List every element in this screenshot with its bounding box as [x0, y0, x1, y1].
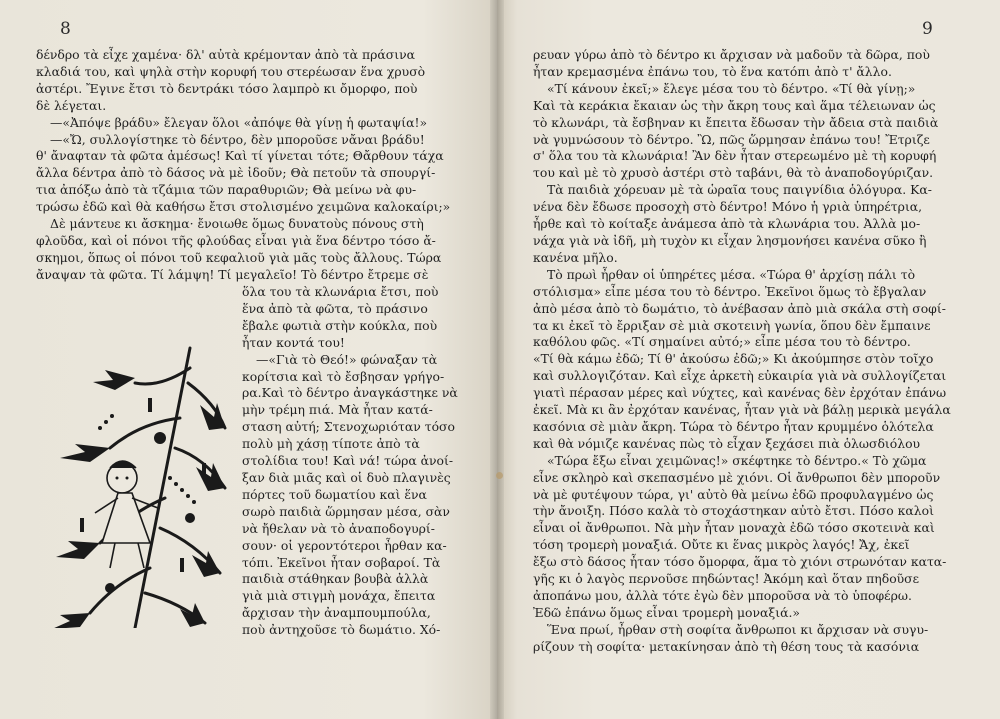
- text-line: ἔβαλε φωτιὰ στὴν κούκλα, ποὺ: [242, 317, 438, 333]
- text-line: νὰ ἤθελαν νὰ τὸ ἀναποδογυρί-: [242, 520, 435, 536]
- text-line: ἀποπάνω μου, ἀλλὰ τότε ἐγὼ δὲν μποροῦσα νὰ τὸ ὑποφέρω.: [533, 588, 912, 603]
- book-gutter: [490, 0, 504, 719]
- text-line: νένα δὲν ἔδωσε προσοχὴ στὸ δέντρο! Μόνο ἡ γριὰ ὑπηρέτρια,: [533, 199, 923, 215]
- paper-spot: [496, 472, 503, 479]
- text-line: ρίζουν τὴ σοφίτα· μετακίνησαν ἀπὸ τὴ θέση τους τὰ κασόνια: [533, 638, 920, 654]
- text-line: φλοῦδα, καὶ οἱ πόνοι τῆς φλούδας εἶναι γιὰ ἕνα δέντρο τόσο ἄ-: [36, 232, 436, 248]
- text-line: σταση αὐτή; Στενοχωριόταν τόσο: [242, 419, 455, 435]
- text-line: εἶνε σκληρὸ καὶ σκεπασμένο μὲ χιόνι. Οἱ ἄνθρωποι δὲν μποροῦν: [533, 469, 941, 485]
- text-line: ἐκεῖ. Μὰ κι ἂν ἐρχόταν κανένας, ἦταν γιὰ νὰ βάλῃ μερικὰ μεγάλα: [533, 402, 951, 418]
- text-line: γῆς κι ὁ λαγὸς περνοῦσε πηδώντας! Ἀκόμη καὶ ὅταν πηδοῦσε: [533, 571, 920, 587]
- text-line: Τὰ παιδιὰ χόρευαν μὲ τὰ ὡραῖα τους παιγνίδια ὁλόγυρα. Κα-: [547, 182, 932, 198]
- text-line: ἦταν κρεμασμένα ἐπάνω του, τὸ ἕνα κατόπι ἀπὸ τ' ἄλλο.: [533, 63, 892, 79]
- text-line: ξαν διὰ μιᾶς καὶ οἱ δυὸ πλαγινὲς: [242, 469, 451, 485]
- page-number-left: 8: [60, 19, 71, 39]
- text-line: Ἕνα πρωί, ἦρθαν στὴ σοφίτα ἄνθρωποι κι ἄρχισαν νὰ συγυ-: [547, 621, 929, 637]
- left-text-column: [242, 284, 467, 639]
- text-line: νάχα γιὰ νὰ ἰδῆ, μὴ τυχὸν κι εἶχαν λησμονήσει κανένα σῦκο ἢ: [533, 232, 927, 248]
- text-line: Ἐδῶ ἐπάνω ὅμως εἶναι τρομερὴ μοναξιά.»: [533, 604, 800, 620]
- text-line: παιδιὰ στάθηκαν βουβὰ ἀλλὰ: [242, 571, 429, 587]
- text-line: γιὰ μιὰ στιγμὴ μονάχα, ἔπειτα: [242, 588, 436, 604]
- text-line: καὶ συλλογιζόταν. Καὶ εἶχε ἀρκετὴ εὐκαιρία γιὰ νὰ συλλογίζεται: [533, 368, 947, 384]
- text-line: στολίδια του! Καὶ νά! τώρα ἀνοί-: [242, 453, 454, 469]
- text-line: θ' ἄναφταν τὰ φῶτα ἀμέσως! Καὶ τί γίνεται τότε; Θἄρθουν τάχα: [36, 148, 444, 164]
- right-page: [497, 0, 1000, 719]
- text-line: γιατὶ πέρασαν μέρες καὶ νύχτες, καὶ κανένας δὲν ἐρχόταν ἐπάνω: [533, 385, 947, 401]
- text-line: Τὸ πρωὶ ἦρθαν οἱ ὑπηρέτες μέσα. «Τώρα θ' ἀρχίσῃ πάλι τὸ: [547, 266, 916, 282]
- text-line: ἦταν κοντά του!: [242, 334, 345, 350]
- text-line: τόση τρομερὴ μοναξιά. Οὔτε κι ἕνας μικρὸς λαγός! Ἄχ, ἐκεῖ: [533, 537, 910, 553]
- left-text-full: [36, 47, 466, 284]
- text-line: ἄναψαν τὰ φῶτα. Τί λάμψη! Τί μεγαλεῖο! Τὸ δέντρο ἔτρεμε σὲ: [36, 266, 429, 282]
- text-line: ἀπὸ μέσα ἀπὸ τὸ δωμάτιο, τὸ ἀνέβασαν ἀπὸ μιὰ σκάλα στὴ σοφί-: [533, 300, 946, 316]
- text-line: τόπι. Ἐκεῖνοι ἦταν σοβαροί. Τὰ: [242, 554, 441, 570]
- text-line: ρευαν γύρω ἀπὸ τὸ δέντρο κι ἄρχισαν νὰ μαδοῦν τὰ δῶρα, ποὺ: [533, 47, 930, 62]
- text-line: μὴν τρέμη πιά. Μὰ ἦταν κατά-: [242, 402, 433, 418]
- text-line: στόλισμα» εἶπε μέσα του τὸ δέντρο. Ἐκεῖνοι ὅμως τὸ ἔβγαλαν: [533, 283, 927, 299]
- text-line: ἕνα ἀπὸ τὰ φῶτα, τὸ πράσινο: [242, 300, 428, 316]
- text-line: τὸ κλωνάρι, τὰ ἔσβηναν κι ἔπειτα ἔδωσαν τὴν ἄδεια στὰ παιδιὰ: [533, 114, 939, 130]
- text-line: σωρὸ παιδιὰ ὥρμησαν μέσα, σὰν: [242, 503, 450, 519]
- text-line: Καὶ τὰ κεράκια ἔκαιαν ὡς τὴν ἄκρη τους καὶ ἅμα τέλειωναν ὡς: [533, 97, 936, 113]
- page-number-right: 9: [922, 19, 933, 39]
- text-line: σ' ὅλα του τὰ κλωνάρια! Ἂν δὲν ἦταν στερεωμένο μὲ τὴ κορυφή: [533, 148, 937, 164]
- text-line: —«Ἀπόψε βράδυ» ἔλεγαν ὅλοι «ἀπόψε θὰ γίνῃ ἡ φωταψία!»: [50, 114, 428, 130]
- text-line: «Τί κάνουν ἐκεῖ;» ἔλεγε μέσα του τὸ δέντρο. «Τί θὰ γίνῃ;»: [547, 80, 916, 96]
- text-line: ποὺ ἀντηχοῦσε τὸ δωμάτιο. Χό-: [242, 622, 441, 638]
- doll-on-christmas-tree-icon: [40, 328, 230, 628]
- text-line: ἀστέρι. Ἔγινε ἔτσι τὸ δεντράκι τόσο λαμπρὸ κι ὄμορφο, ποὺ: [36, 80, 418, 96]
- text-line: «Τώρα ἔξω εἶναι χειμῶνας!» σκέφτηκε τὸ δέντρο.« Τὸ χῶμα: [547, 452, 927, 468]
- text-line: πόρτες τοῦ δωματίου καὶ ἕνα: [242, 486, 427, 502]
- text-line: —«Ὤ, συλλογίστηκε τὸ δέντρο, δὲν μποροῦσε νἄναι βράδυ!: [50, 131, 425, 147]
- text-line: ἄλλα δέντρα ἀπὸ τὸ δάσος νὰ μὲ ἰδοῦν; Θὰ πετοῦν τὰ σπουργί-: [36, 165, 436, 181]
- text-line: νὰ γυμνώσουν τὸ δέντρο. Ὢ, πῶς ὥρμησαν ἐπάνω του! Ἔτριζε: [533, 131, 930, 147]
- text-line: —«Γιὰ τὸ Θεό!» φώναξαν τὰ: [256, 351, 438, 367]
- text-line: κλαδιά του, καὶ ψηλὰ στὴν κορυφή του στερέωσαν ἕνα χρυσὸ: [36, 63, 426, 79]
- text-line: ἔξω στὸ δάσος ἦταν τόσο ὄμορφα, ἅμα τὸ χιόνι στρωνόταν κατα-: [533, 554, 947, 570]
- text-line: τια ἀπόξω ἀπὸ τὰ τζάμια τῶν παραθυριῶν; Θὰ μείνω νὰ φυ-: [36, 182, 417, 198]
- text-line: σουν· οἱ γεροντότεροι ἦρθαν κα-: [242, 537, 447, 553]
- text-line: κασόνια σὲ μιὰν ἄκρη. Τώρα τὸ δέντρο ἦταν κρυμμένο ὁλότελα: [533, 418, 934, 434]
- right-text: [533, 47, 963, 656]
- text-line: σκημοι, ὅπως οἱ πόνοι τοῦ κεφαλιοῦ γιὰ μᾶς τοὺς ἄλλους. Τώρα: [36, 249, 442, 265]
- text-line: τα κι ἐκεῖ τὸ ἔρριξαν σὲ μιὰ σκοτεινὴ γωνία, ὅπου δὲν ἔμπαινε: [533, 317, 931, 333]
- text-line: ὅλα του τὰ κλωνάρια ἔτσι, ποὺ: [242, 284, 439, 299]
- text-line: εἶναι οἱ ἄνθρωποι. Νὰ μὴν ἦταν μοναχὰ ἐδῶ τόσο σκοτεινὰ καὶ: [533, 520, 935, 536]
- text-line: καθόλου φῶς. «Τί σημαίνει αὐτό;» εἶπε μέσα του τὸ δέντρο.: [533, 334, 911, 350]
- text-line: τρώσω ἐδῶ καὶ θὰ καθήσω ἔτσι στολισμένο χειμῶνα καλοκαίρι;»: [36, 199, 451, 215]
- text-line: ρα.Καὶ τὸ δέντρο ἀναγκάστηκε νὰ: [242, 385, 458, 401]
- left-page: [0, 0, 497, 719]
- text-line: ἄρχισαν τὴν ἀναμπουμπούλα,: [242, 605, 431, 621]
- text-line: κορίτσια καὶ τὸ ἔσβησαν γρήγο-: [242, 368, 445, 384]
- text-line: δένδρο τὰ εἶχε χαμένα· δλ' αὐτὰ κρέμονταν ἀπὸ τὰ πράσινα: [36, 47, 415, 62]
- text-line: ἦρθε καὶ τὸ κοίταξε ἀνάμεσα ἀπὸ τὰ κλωνάρια του. Ἀλλὰ μο-: [533, 216, 921, 232]
- text-line: «Τί θὰ κάμω ἐδῶ; Τί θ' ἀκούσω ἐδῶ;» Κι ἀκούμπησε στὸν τοῖχο: [533, 351, 934, 367]
- text-line: Δὲ μάντευε κι ἄσκημα· ἔνοιωθε ὅμως δυνατοὺς πόνους στὴ: [50, 216, 424, 232]
- text-line: νὰ μὲ φυτέψουν τώρα, γι' αὐτὸ θὰ μείνω ἐδῶ προφυλαγμένο ὡς: [533, 486, 934, 502]
- text-line: του καὶ μὲ τὸ χρυσὸ ἀστέρι στὸ ταβάνι, θὰ τὸ ἀναποδογύριζαν.: [533, 165, 934, 181]
- text-line: πολὺ μὴ χάσῃ τίποτε ἀπὸ τὰ: [242, 436, 420, 452]
- text-line: δὲ λέγεται.: [36, 97, 107, 113]
- text-line: καὶ θὰ νόμιζε κανένας πὼς τὸ εἶχαν ξεχάσει πιὰ ὁλωσδιόλου: [533, 435, 921, 451]
- text-line: τὴν ἄνοιξη. Πόσο καλὰ τὸ στοχάστηκαν αὐτὸ ἔτσι. Πόσο καλοὶ: [533, 503, 934, 519]
- text-line: κανένα μῆλο.: [533, 249, 618, 265]
